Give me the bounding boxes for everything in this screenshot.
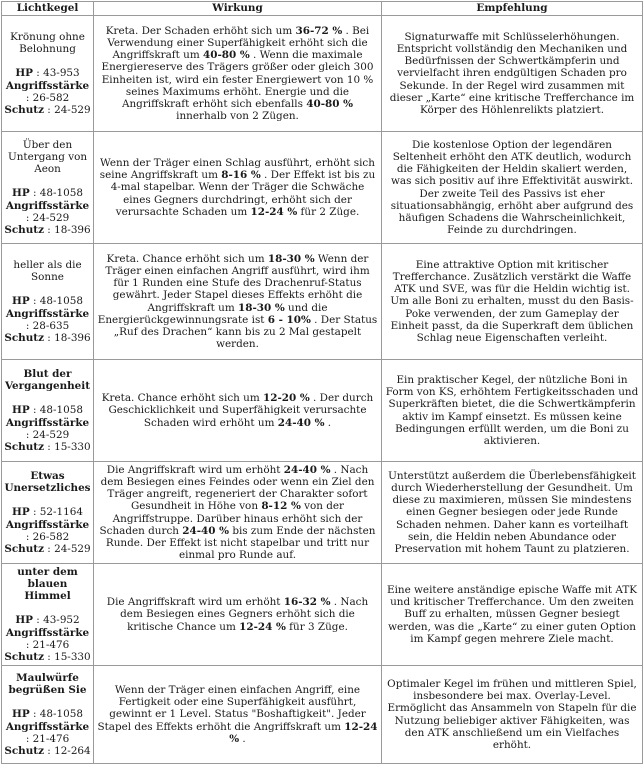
recommendation-cell: Die kostenlose Option der legendären Seltenheit erhöht den ATK deutlich, wodurch die Fähigkeiten der Heldin skaliert werden, was sich positiv auf ihre Effektivität auswirkt. Der zweite Teil des Passivs ist eher situationsabhängig, erhöht aber aufgrund des häufigen Schadens die Wahrscheinlichkeit, Feinde zu durchdringen. [382, 132, 643, 244]
stat-value-def: : 15-330 [47, 440, 91, 453]
effect-text: Wenn der Träger einen einfachen Angriff, eine Fertigkeit oder eine Superfähigkeit ausführt, gewinnt er 1 Level. Status "Boshaftigkeit". Jeder Stapel des Effekts erhöht die Angriffskraft um [97, 684, 366, 733]
light-cone-title: Maulwürfe begrüßen Sie [8, 672, 87, 697]
effect-text: . Wenn die maximale Energiereserve des Trägers größer oder gleich 300 Einheiten ist, wird ein fester Energiewert von 10 % seines Maximums erhöht. Energie und die Angriffskraft erhöht sich ebenfalls [101, 49, 374, 110]
effect-value: 24-40 % [277, 416, 325, 429]
effect-cell [94, 16, 382, 132]
effect-value: 12-20 % [263, 392, 310, 405]
stat-label-hp: HP [15, 614, 33, 627]
light-cone-stats [3, 708, 92, 756]
stat-value-hp: : 48-1058 [32, 187, 83, 200]
effect-text: innerhalb von 2 Zügen. [176, 109, 299, 122]
effect-text: Kreta. Chance erhöht sich um [101, 392, 263, 405]
stat-value-def: : 18-396 [47, 223, 91, 236]
stat-label-hp: HP [12, 187, 30, 200]
stat-value-hp: : 52-1164 [32, 506, 83, 519]
stat-label-hp: HP [12, 295, 30, 308]
effect-cell [94, 462, 382, 564]
light-cone-stats [3, 187, 92, 235]
header-lichtkegel: Lichtkegel [2, 2, 94, 16]
effect-text: Die Angriffskraft wird um erhöht [106, 596, 284, 609]
light-cone-name-cell [2, 244, 94, 360]
stat-label-atk: Angriffsstärke [5, 416, 90, 429]
stat-value-atk: : 24-529 [25, 211, 70, 224]
light-cone-title: Etwas Unersetzliches [4, 470, 91, 495]
light-cone-title: Blut der Vergangenheit [4, 368, 91, 393]
table-row [2, 666, 643, 764]
effect-value: 18-30 % [237, 301, 285, 314]
stat-value-def: : 24-529 [47, 103, 91, 116]
table-row [2, 132, 643, 244]
effect-value: 24-40 % [283, 464, 331, 477]
effect-value: 8-16 % [221, 169, 261, 182]
light-cone-table [1, 1, 643, 764]
stat-value-atk: : 28-635 [25, 319, 70, 332]
recommendation-cell: Ein praktischer Kegel, der nützliche Boni in Form von KS, erhöhtem Fertigkeitsschaden und Superkräften bietet, die die Schwertkämpferin aktiv im Kampf einsetzt. Es müssen keine Bedingungen erfüllt werden, um die Boni zu aktivieren. [382, 360, 643, 462]
effect-cell [94, 564, 382, 666]
effect-cell [94, 360, 382, 462]
effect-value: 18-30 % [267, 253, 315, 266]
effect-text: von der Angriffstruppe. Darüber hinaus erhöht sich der Schaden durch [99, 500, 363, 537]
effect-text: für 2 Züge. [297, 205, 360, 218]
header-empfehlung: Empfehlung [382, 2, 643, 16]
light-cone-stats [3, 614, 92, 662]
light-cone-stats [3, 295, 92, 343]
stat-label-atk: Angriffsstärke [5, 307, 90, 320]
stat-label-atk: Angriffsstärke [5, 79, 90, 92]
effect-text: . Der Effekt ist bis zu 4-mal stapelbar. Wenn der Träger die Schwäche eines Gegners durchdringt, erhöht sich der verursachte Schaden um [110, 169, 376, 218]
effect-value: 12-24 % [229, 720, 378, 745]
stat-label-hp: HP [12, 506, 30, 519]
stat-label-def: Schutz [4, 223, 44, 236]
effect-value: 40-80 % [306, 97, 354, 110]
table-row [2, 564, 643, 666]
effect-text: . Nach dem Besiegen eines Feindes oder wenn ein Ziel den Träger angreift, regeneriert der Charakter sofort Gesundheit in Höhe von [100, 464, 375, 513]
light-cone-name-cell [2, 564, 94, 666]
table-row [2, 462, 643, 564]
effect-text: . Der durch Geschicklichkeit und Superfähigkeit verursachte Schaden wird erhöht um [108, 392, 374, 429]
effect-value: 12-24 % [250, 205, 298, 218]
stat-value-atk: : 26-582 [25, 91, 70, 104]
recommendation-cell: Unterstützt außerdem die Überlebensfähigkeit durch Wiederherstellung der Gesundheit. Um diese zu maximieren, müssen Sie mindestens einen Gegner besiegen oder jede Runde Schaden nehmen. Daher kann es vorteilhaft sein, die Heldin neben Abundance oder Preservation mit hohem Taunt zu platzieren. [382, 462, 643, 564]
stat-value-def: : 18-396 [47, 331, 91, 344]
header-wirkung: Wirkung [94, 2, 382, 16]
stat-value-hp: : 48-1058 [32, 404, 83, 417]
effect-value: 40-80 % [202, 49, 250, 62]
effect-value: 36-72 % [295, 25, 343, 38]
light-cone-name-cell [2, 16, 94, 132]
light-cone-title: unter dem blauen Himmel [17, 566, 78, 603]
recommendation-cell: Eine attraktive Option mit kritischer Trefferchance. Zusätzlich verstärkt die Waffe ATK und SVE, was für die Heldin wichtig ist. Um alle Boni zu erhalten, musst du den Basis-Poke verwenden, der zum Gameplay der Einheit passt, da die Superkraft dem üblichen Schlag neue Eigenschaften verleiht. [382, 244, 643, 360]
effect-text: . Bei Verwendung einer Superfähigkeit erhöht sich die Angriffskraft um [107, 25, 370, 62]
light-cone-title: heller als die Sonne [13, 259, 82, 284]
stat-label-def: Schutz [4, 331, 44, 344]
stat-value-def: : 24-529 [47, 542, 91, 555]
effect-value: 16-32 % [283, 596, 331, 609]
effect-text: Wenn der Träger einen Schlag ausführt, erhöht sich seine Angriffskraft um [99, 157, 375, 182]
stat-value-hp: : 48-1058 [32, 295, 83, 308]
effect-text: und die Energierückgewinnungsrate ist [97, 301, 328, 326]
table-row [2, 16, 643, 132]
header-row [2, 2, 643, 16]
stat-label-def: Schutz [4, 744, 44, 757]
stat-value-atk: : 26-582 [25, 530, 70, 543]
stat-label-hp: HP [12, 404, 30, 417]
effect-value: 24-40 % [182, 524, 230, 537]
recommendation-cell: Eine weitere anständige epische Waffe mit ATK und kritischer Trefferchance. Um den zweiten Buff zu erhalten, müssen Gegner besiegt werden, was die „Karte“ zu einer guten Option im Kampf gegen mehrere Ziele macht. [382, 564, 643, 666]
effect-cell [94, 132, 382, 244]
light-cone-title: Über den Untergang von Aeon [7, 139, 88, 176]
effect-text: Wenn der Träger einen einfachen Angriff ausführt, wird ihm für 1 Runden eine Stufe des Drachenruf-Status gewährt. Jeder Stapel dieses Effekts erhöht die Angriffskraft um [105, 253, 370, 314]
stat-label-atk: Angriffsstärke [5, 626, 90, 639]
light-cone-stats [3, 404, 92, 452]
recommendation-cell: Optimaler Kegel im frühen und mittleren Spiel, insbesondere bei max. Overlay-Level. Ermöglicht das Ansammeln von Stapeln für die Nutzung beliebiger aktiver Fähigkeiten, was den ATK anschließend um ein Vielfaches erhöht. [382, 666, 643, 764]
effect-text: . [239, 732, 246, 745]
table-row [2, 360, 643, 462]
light-cone-stats [3, 67, 92, 115]
stat-label-def: Schutz [4, 542, 44, 555]
effect-value: 12-24 % [239, 620, 286, 633]
effect-text: . [324, 416, 332, 429]
light-cone-name-cell [2, 462, 94, 564]
stat-value-atk: : 21-476 [25, 638, 70, 651]
effect-text: Kreta. Der Schaden erhöht sich um [105, 25, 296, 38]
stat-value-hp: : 43-952 [36, 614, 80, 627]
stat-label-def: Schutz [4, 103, 44, 116]
stat-value-hp: : 48-1058 [32, 708, 83, 721]
stat-label-hp: HP [12, 708, 30, 721]
effect-value: 6 - 10% [267, 313, 311, 326]
stat-label-def: Schutz [4, 440, 44, 453]
effect-text: für 3 Züge. [285, 620, 348, 633]
stat-value-atk: : 24-529 [25, 428, 70, 441]
light-cone-stats [3, 506, 92, 554]
light-cone-name-cell [2, 666, 94, 764]
light-cone-name-cell [2, 132, 94, 244]
stat-value-atk: : 21-476 [25, 732, 70, 745]
stat-label-hp: HP [15, 67, 33, 80]
recommendation-cell: Signaturwaffe mit Schlüsselerhöhungen. Entspricht vollständig den Mechaniken und Bedürfnissen der Schwertkämpferin und vervielfacht ihren endgültigen Schaden pro Sekunde. In der Regel wird zusammen mit dieser „Karte“ eine kritische Trefferchance im Körper des Höhlenrelikts platziert. [382, 16, 643, 132]
light-cone-name-cell [2, 360, 94, 462]
effect-text: . Nach dem Besiegen eines Gegners erhöht sich die kritische Chance um [120, 596, 369, 633]
stat-label-def: Schutz [4, 650, 44, 663]
table-row [2, 244, 643, 360]
stat-value-def: : 15-330 [47, 650, 91, 663]
stat-label-atk: Angriffsstärke [5, 199, 90, 212]
stat-value-def: : 12-264 [47, 744, 91, 757]
effect-cell [94, 244, 382, 360]
stat-value-hp: : 43-953 [36, 67, 80, 80]
effect-text: . Der Status „Ruf des Drachen“ kann bis zu 2 Mal gestapelt werden. [113, 313, 378, 350]
stat-label-atk: Angriffsstärke [5, 518, 90, 531]
effect-text: Kreta. Chance erhöht sich um [106, 253, 268, 266]
effect-text: bis zum Ende der nächsten Runde. Der Effekt ist nicht stapelbar und tritt nur einmal pro Runde auf. [105, 524, 376, 561]
effect-text: Die Angriffskraft wird um erhöht [106, 464, 284, 477]
stat-label-atk: Angriffsstärke [5, 720, 90, 733]
effect-cell [94, 666, 382, 764]
effect-value: 8-12 % [261, 500, 301, 513]
light-cone-title: Krönung ohne Belohnung [10, 31, 85, 56]
